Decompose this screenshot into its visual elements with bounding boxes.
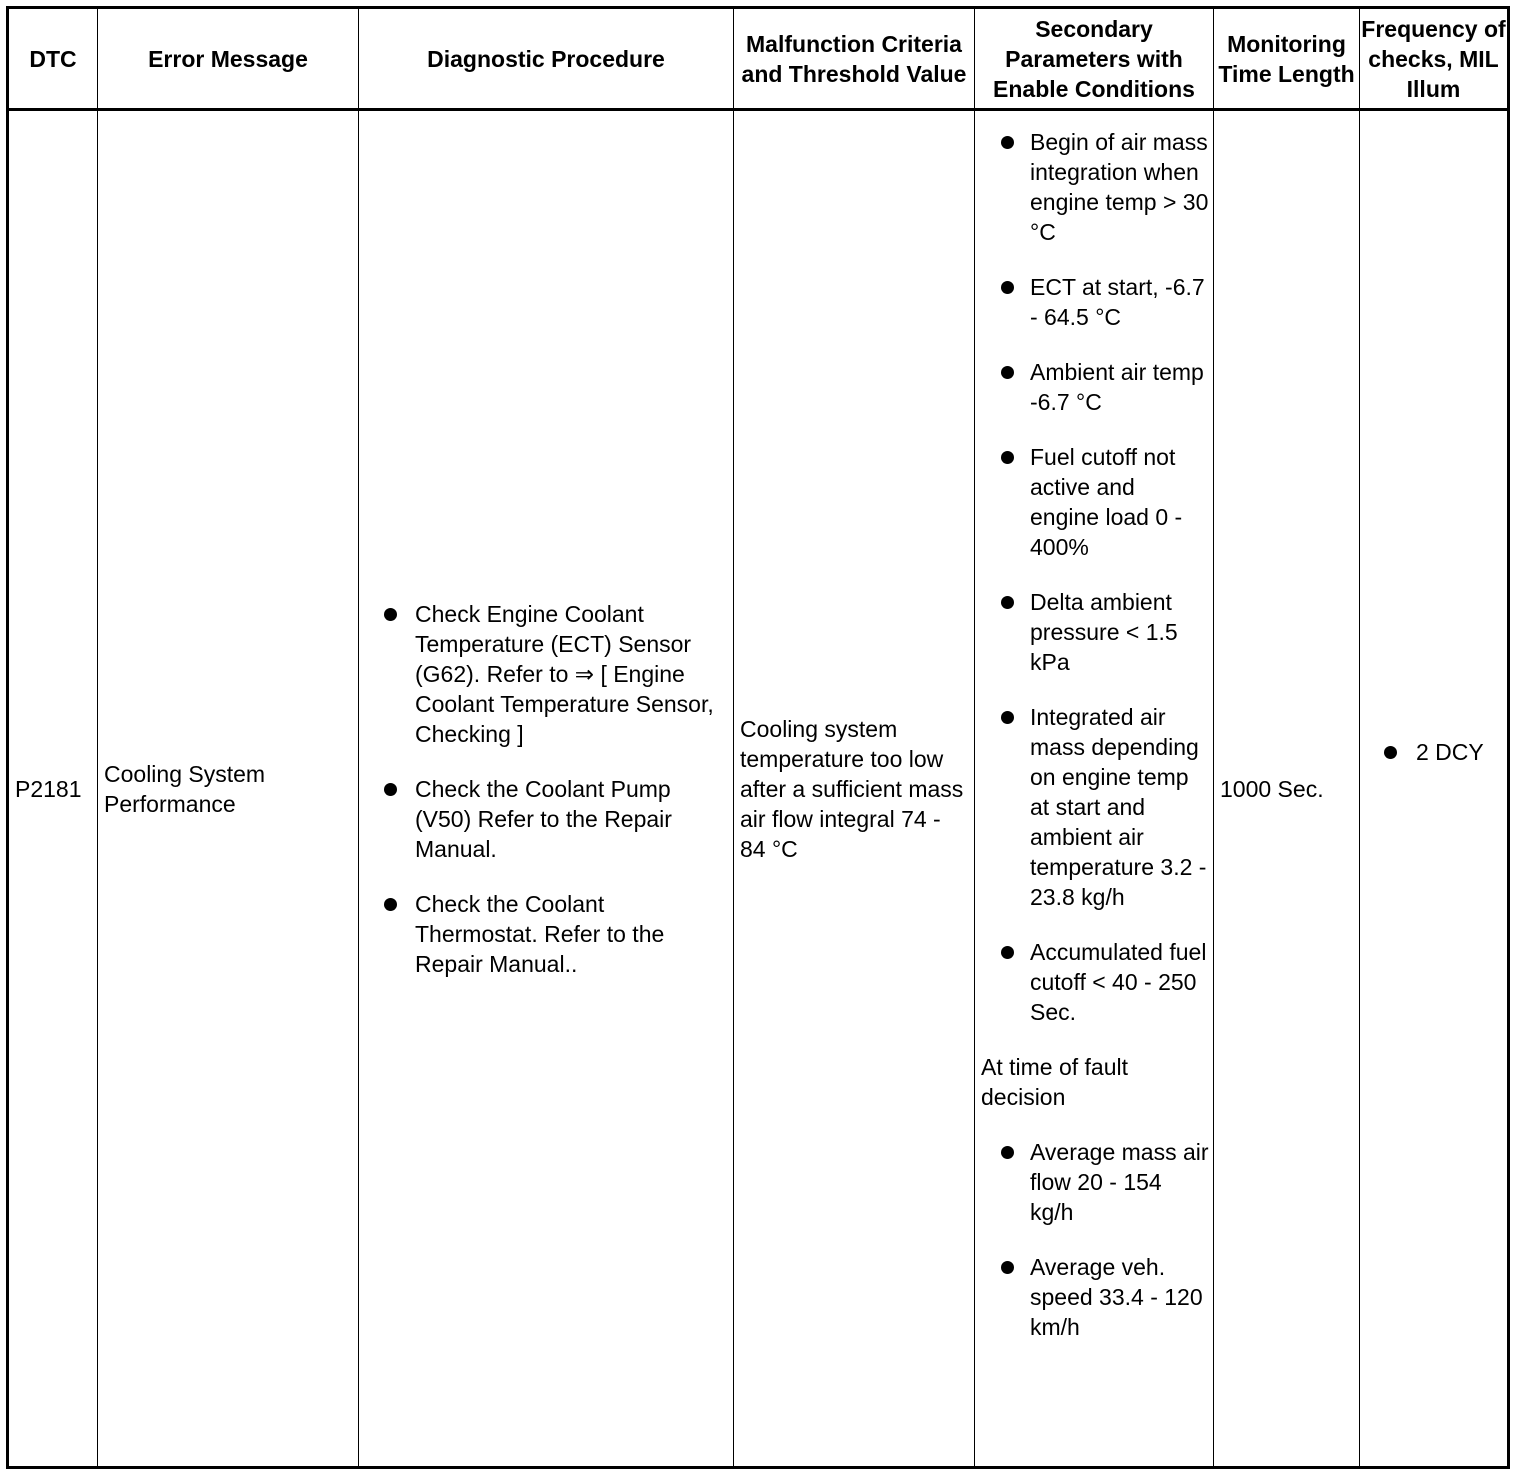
enable-conditions-list — [981, 127, 1209, 1027]
frequency-list — [1360, 737, 1507, 767]
dtc-code: P2181 — [8, 110, 98, 1468]
enable-condition: Accumulated fuel cutoff < 40 - 250 Sec. — [981, 937, 1209, 1027]
diagnostic-procedure-list — [359, 599, 733, 979]
header-malfunction-criteria: Malfunction Criteria and Threshold Value — [734, 8, 975, 110]
fault-decision-list — [981, 1137, 1209, 1342]
diagnostic-procedure-cell — [359, 110, 734, 1468]
header-error-message: Error Message — [98, 8, 359, 110]
header-diagnostic-procedure: Diagnostic Procedure — [359, 8, 734, 110]
fault-decision-label: At time of fault decision — [981, 1054, 1129, 1110]
table-row — [8, 110, 1509, 1468]
diagnostic-step: Check Engine Coolant Temperature (ECT) Sensor (G62). Refer to ⇒ [ Engine Coolant Temperature Sensor, Checking ] — [359, 599, 733, 749]
fault-decision-parameter: Average mass air flow 20 - 154 kg/h — [981, 1137, 1209, 1227]
error-message: Cooling System Performance — [98, 110, 359, 1468]
header-secondary-parameters: Secondary Parameters with Enable Conditions — [975, 8, 1214, 110]
header-monitoring-time: Monitoring Time Length — [1214, 8, 1360, 110]
header-frequency: Frequency of checks, MIL Illum — [1360, 8, 1509, 110]
dtc-table — [6, 6, 1510, 1469]
monitoring-time: 1000 Sec. — [1214, 110, 1360, 1468]
secondary-parameters-cell — [975, 110, 1214, 1468]
diagnostic-step: Check the Coolant Thermostat. Refer to the Repair Manual.. — [359, 889, 733, 979]
enable-condition: Begin of air mass integration when engine temp > 30 °C — [981, 127, 1209, 247]
enable-condition: Delta ambient pressure < 1.5 kPa — [981, 587, 1209, 677]
fault-decision-parameter: Average veh. speed 33.4 - 120 km/h — [981, 1252, 1209, 1342]
header-row — [8, 8, 1509, 110]
enable-condition: Fuel cutoff not active and engine load 0 - 400% — [981, 442, 1209, 562]
malfunction-criteria: Cooling system temperature too low after a sufficient mass air flow integral 74 - 84 °C — [734, 110, 975, 1468]
diagnostic-step: Check the Coolant Pump (V50) Refer to the Repair Manual. — [359, 774, 733, 864]
header-dtc: DTC — [8, 8, 98, 110]
enable-condition: Ambient air temp -6.7 °C — [981, 357, 1209, 417]
frequency-cell — [1360, 110, 1509, 1468]
enable-condition: Integrated air mass depending on engine temp at start and ambient air temperature 3.2 - 23.8 kg/h — [981, 702, 1209, 912]
enable-condition: ECT at start, -6.7 - 64.5 °C — [981, 272, 1209, 332]
frequency-value: 2 DCY — [1360, 737, 1507, 767]
